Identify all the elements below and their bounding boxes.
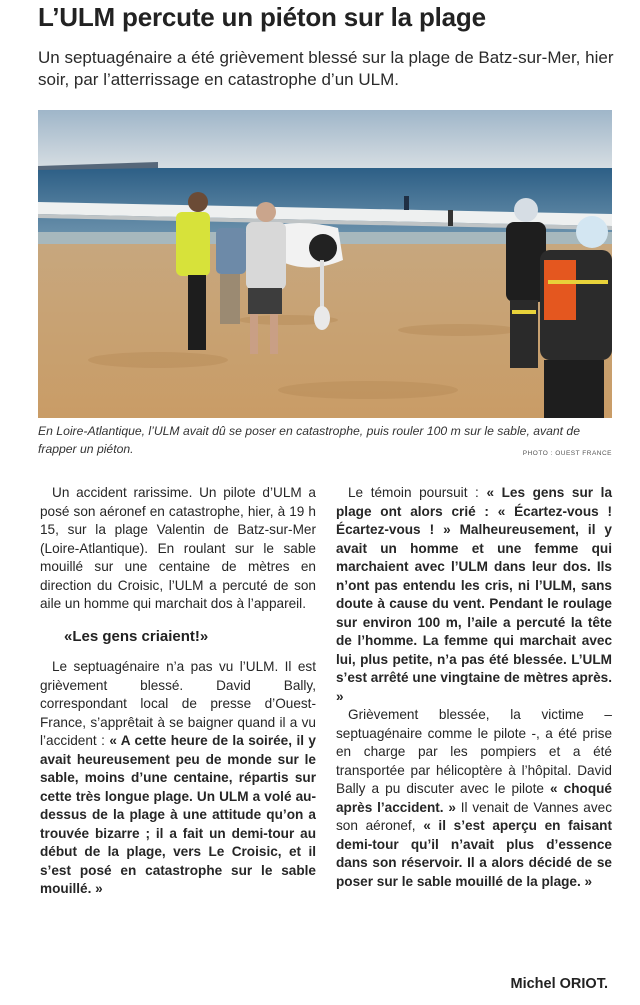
paragraph-4 (336, 706, 612, 891)
paragraph-2-text: Le septuagénaire n’a pas vu l’ULM. Il est grièvement blessé. David Bally, correspondant local de presse d’Ouest-France, s’apprêtait à se baigner quand il a vu l’accident : (40, 659, 316, 748)
paragraph-3 (336, 484, 612, 706)
paragraph-4-quote-d: « il s’est aperçu en faisant demi-tour qu’il n’avait plus d’essence dans son réservoir. Il a alors décidé de se poser sur le sable mouillé de la plage. » (336, 818, 612, 889)
article-column-right (336, 484, 612, 891)
paragraph-3-quote: « Les gens sur la plage ont alors crié : « Écartez-vous ! Écartez-vous ! » Malheureusement, il y avait un homme et une femme qui marchaient avec l’ULM dans leur dos. Ils n’ont pas entendu les cris, ni l’ULM, sans doute à cause du vent. Pendant le roulage sur environ 100 m, l’aile a percuté la tête de l’homme. La femme qui marchait avec lui, plus petite, n’a pas été blessée. L’ULM s’est arrêté une vingtaine de mètres après. » (336, 485, 613, 704)
standfirst: Un septuagénaire a été grièvement blessé sur la plage de Batz-sur-Mer, hier soir, par l’atterrissage en catastrophe d’un ULM. (38, 48, 614, 89)
paragraph-1: Un accident rarissime. Un pilote d’ULM a posé son aéronef en catastrophe, hier, à 19 h 15, sur la plage Valentin de Batz-sur-Mer (Loire-Atlantique). En roulant sur le sable mouillé sur une centaine de mètres en direction du Croisic, l’ULM a percuté de son aile un homme qui marchait dos à l’appareil. (40, 485, 316, 611)
paragraph-4-text-c: Il venait de Vannes avec son aéronef, (336, 799, 612, 833)
article-photo (38, 110, 612, 418)
paragraph-2 (40, 658, 316, 899)
paragraph-4-quote-b: « choqué après l’accident. » (336, 781, 612, 815)
photo-caption: En Loire-Atlantique, l’ULM avait dû se poser en catastrophe, puis rouler 100 m sur le sable, avant de frapper un piéton. (38, 424, 580, 456)
photo-credit: PHOTO : OUEST FRANCE (522, 450, 612, 457)
byline: Michel ORIOT. (510, 976, 608, 992)
paragraph-2-quote: « A cette heure de la soirée, il y avait heureusement peu de monde sur le sable, moins d’une centaine, répartis sur cette très longue plage. Un ULM a volé au-dessus de la plage à une attitude qu’on a trouvée bizarre ; il a fait un demi-tour au début de la plage, vers Le Croisic, et il s’est posé en catastrophe sur le sable mouillé. » (40, 733, 316, 896)
paragraph-3-text: Le témoin poursuit : (348, 485, 487, 500)
subheading: «Les gens criaient!» (64, 627, 209, 645)
beach-ulm-scene (38, 110, 612, 418)
paragraph-4-text-a: Grièvement blessée, la victime – septuagénaire comme le pilote -, a été prise en charge par les pompiers et a été transportée par hélicoptère à l’hôpital. David Bally a pu discuter avec le pilote (336, 707, 612, 796)
article-column-left (40, 484, 316, 899)
headline: L’ULM percute un piéton sur la plage (38, 2, 486, 32)
